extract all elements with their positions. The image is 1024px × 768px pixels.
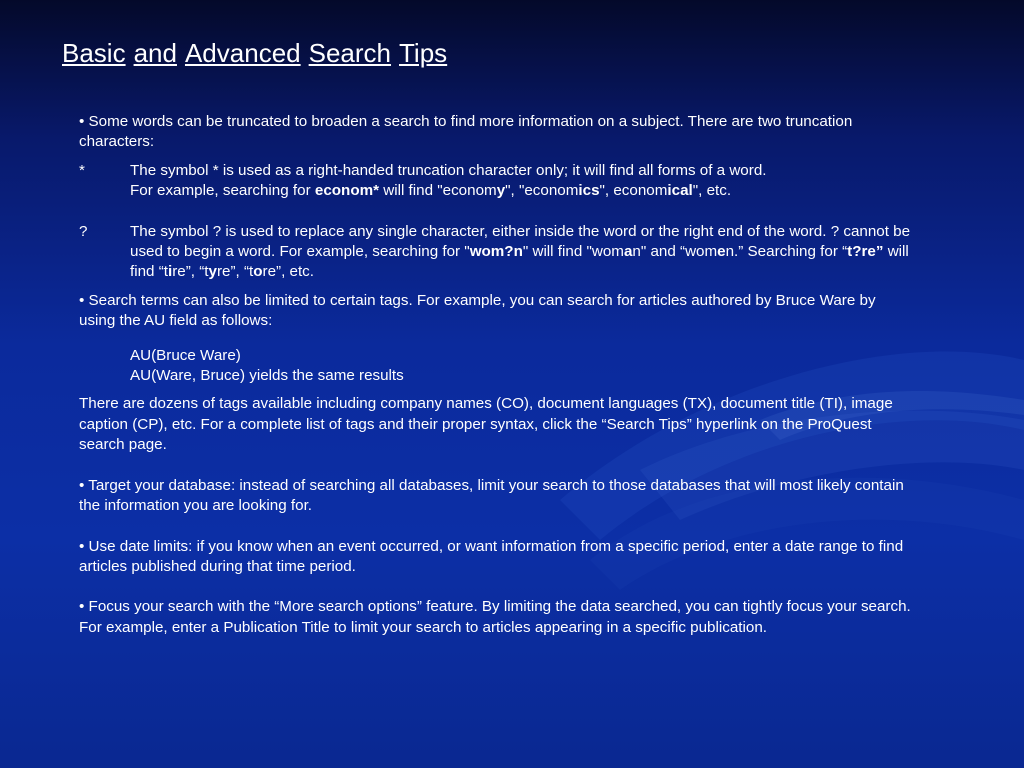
tag-example-2: AU(Ware, Bruce) yields the same results <box>130 367 404 385</box>
star-symbol: * <box>79 161 85 179</box>
tag-example-1: AU(Bruce Ware) <box>130 346 241 364</box>
truncation-intro: • Some words can be truncated to broaden a search to find more information on a subject. There are two truncation characters: <box>79 113 853 151</box>
question-description: The symbol ? is used to replace any single character, either inside the word or the right end of the word. ? cannot be used to begin a word. For example, searching for "wom?n" will find "woman" and “women.” Searching for “t?re” will find “tire”, “tyre”, “tore”, etc. <box>130 222 911 281</box>
title-link-basic[interactable]: Basic <box>62 38 126 68</box>
title-link-tips[interactable]: Tips <box>399 38 448 68</box>
tags-intro: • Search terms can also be limited to certain tags. For example, you can search for articles authored by Bruce Ware by using the AU field as follows: <box>79 291 876 330</box>
date-limits-tip: • Use date limits: if you know when an event occurred, or want information from a specific period, enter a date range to find articles published during that time period. <box>79 537 904 575</box>
title-link-and[interactable]: and <box>133 38 177 68</box>
page-title <box>62 38 455 69</box>
tags-more: There are dozens of tags available including company names (CO), document languages (TX), document title (TI), image caption (CP), etc. For a complete list of tags and their proper syntax, click the “Search Tips” hyperlink on the ProQuest search page. <box>79 395 893 454</box>
star-description: The symbol * is used as a right-handed truncation character only; it will find all forms of a word. <box>130 161 767 179</box>
star-truncation-item <box>79 161 915 202</box>
database-tip: • Target your database: instead of searching all databases, limit your search to those databases that will most likely contain the information you are looking for. <box>79 476 904 515</box>
title-link-advanced[interactable]: Advanced <box>184 38 301 68</box>
title-link-search[interactable]: Search <box>308 38 392 68</box>
question-symbol: ? <box>79 222 88 240</box>
slide-body <box>79 112 915 638</box>
question-truncation-item <box>79 222 915 283</box>
focus-search-tip: • Focus your search with the “More search options” feature. By limiting the data searched, you can tightly focus your search. For example, enter a Publication Title to limit your search to articles appearing in a specific publication. <box>79 598 911 636</box>
star-example: For example, searching for econom* will find "economy", "economics", economical", etc. <box>130 182 732 200</box>
